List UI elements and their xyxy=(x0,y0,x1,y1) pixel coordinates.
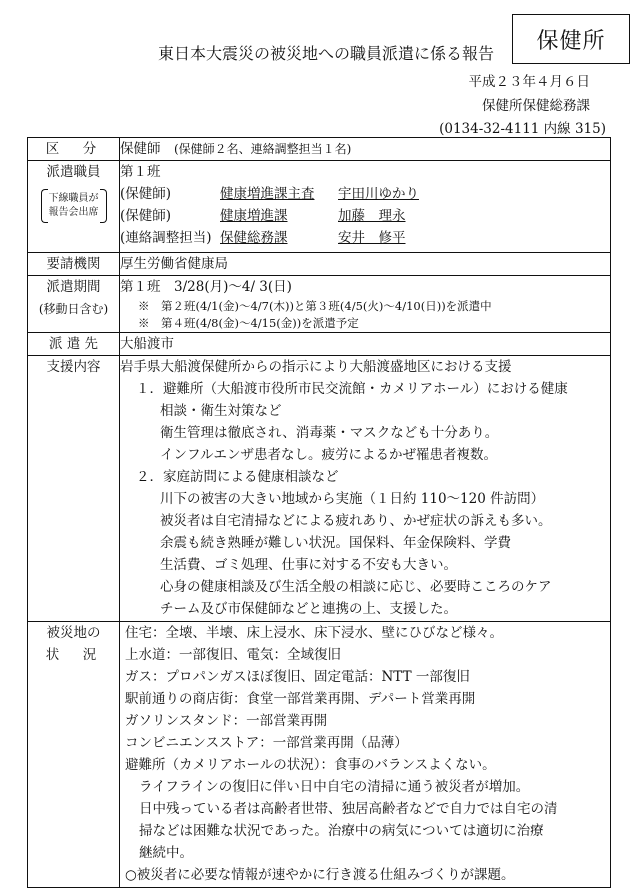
value-support xyxy=(120,356,611,622)
document-title: 東日本大震災の被災地への職員派遣に係る報告 xyxy=(158,44,495,63)
support-line: 被災者は自宅清掃などによる疲れあり、かぜ症状の訴えも多い。 xyxy=(160,513,552,529)
period-note: ※ 第２班(4/1(金)～4/7(木))と第３班(4/5(火)～4/10(日))を派遣中 xyxy=(138,299,492,313)
label-support: 支援内容 xyxy=(28,356,120,622)
support-line: １．避難所（大船渡市役所市民交流館・カメリアホール）における健康 xyxy=(136,381,568,397)
label-period: 派遣期間 (移動日含む) xyxy=(28,276,120,333)
value-category xyxy=(120,138,611,161)
row-destination xyxy=(28,333,611,356)
situation-line: 避難所（カメリアホールの状況）：食事のバランスよくない。 xyxy=(125,757,496,773)
row-category xyxy=(28,138,611,161)
period-main: 第１班 3/28(月)～4/ 3(日) xyxy=(120,279,292,295)
report-department: 保健所保健総務課 xyxy=(482,98,590,114)
support-line: 岩手県大船渡保健所からの指示により大船渡盛地区における支援 xyxy=(120,359,512,375)
support-line: 衛生管理は徹底され、消毒薬・マスクなども十分あり。 xyxy=(160,425,499,441)
support-line: 心身の健康相談及び生活全般の相談に応じ、必要時こころのケア xyxy=(160,579,552,595)
staff-member: (保健師) 健康増進課主査 宇田川ゆかり xyxy=(120,186,419,202)
row-staff xyxy=(28,161,611,253)
situation-line: ○被災者に必要な情報が速やかに行き渡る仕組みづくりが課題。 xyxy=(125,867,515,883)
label-destination: 派 遣 先 xyxy=(28,333,120,356)
period-note: ※ 第４班(4/8(金)～4/15(金))を派遣予定 xyxy=(138,316,359,330)
report-table xyxy=(27,137,611,888)
situation-line: 継続中。 xyxy=(139,845,193,861)
label-situation: 被災地の 状 況 xyxy=(28,622,120,888)
situation-line: 日中残っている者は高齢者世帯、独居高齢者などで自力では自宅の清 xyxy=(139,801,558,817)
value-period xyxy=(120,276,611,333)
label-staff: 派遣職員 下線職員が 報告会出席 xyxy=(28,161,120,253)
support-line: インフルエンザ患者なし。疲労によるかぜ罹患者複数。 xyxy=(160,447,497,463)
situation-line: ガス：プロパンガスほぼ復旧、固定電話：NTT 一部復旧 xyxy=(125,669,470,685)
situation-line: 駅前通りの商店街：食堂一部営業再開、デパート営業再開 xyxy=(125,691,476,707)
category-value: 保健師 xyxy=(120,141,161,157)
support-line: チーム及び市保健師などと連携の上、支援した。 xyxy=(160,601,457,617)
team-label: 第１班 xyxy=(120,164,161,180)
category-note: (保健師２名、連絡調整担当１名) xyxy=(174,142,352,156)
row-support xyxy=(28,356,611,622)
department-stamp: 保健所 xyxy=(512,14,630,64)
support-line: 余震も続き熟睡が難しい状況。国保料、年金保険料、学費 xyxy=(160,535,511,551)
report-date: 平成２３年４月６日 xyxy=(468,74,590,90)
attendance-note: 下線職員が 報告会出席 xyxy=(41,189,107,223)
row-period xyxy=(28,276,611,333)
value-staff xyxy=(120,161,611,253)
staff-member: (連絡調整担当) 保健総務課 安井 修平 xyxy=(120,230,406,246)
row-agency xyxy=(28,253,611,276)
situation-line: 掃などは困難な状況であった。治療中の病気については適切に治療 xyxy=(139,823,544,839)
value-agency: 厚生労働省健康局 xyxy=(120,253,611,276)
support-line: 川下の被害の大きい地域から実施（１日約 110～120 件訪問） xyxy=(160,491,545,507)
value-destination: 大船渡市 xyxy=(120,333,611,356)
label-category: 区 分 xyxy=(28,138,120,161)
situation-line: ガソリンスタンド：一部営業再開 xyxy=(125,713,328,729)
support-line: 生活費、ゴミ処理、仕事に対する不安も大きい。 xyxy=(160,557,457,573)
situation-line: 上水道：一部復旧、電気：全域復旧 xyxy=(125,647,341,663)
value-situation xyxy=(120,622,611,888)
contact-phone: (0134-32-4111 内線 315) xyxy=(439,121,606,137)
support-line: ２．家庭訪問による健康相談など xyxy=(136,469,339,485)
situation-line: 住宅：全壊、半壊、床上浸水、床下浸水、壁にひびなど様々。 xyxy=(125,625,503,641)
staff-member: (保健師) 健康増進課 加藤 理永 xyxy=(120,208,406,224)
row-situation xyxy=(28,622,611,888)
situation-line: ライフラインの復旧に伴い日中自宅の清掃に通う被災者が増加。 xyxy=(139,779,530,795)
label-agency: 要請機関 xyxy=(28,253,120,276)
situation-line: コンビニエンスストア：一部営業再開（品薄） xyxy=(125,735,408,751)
support-line: 相談・衛生対策など xyxy=(160,403,282,419)
